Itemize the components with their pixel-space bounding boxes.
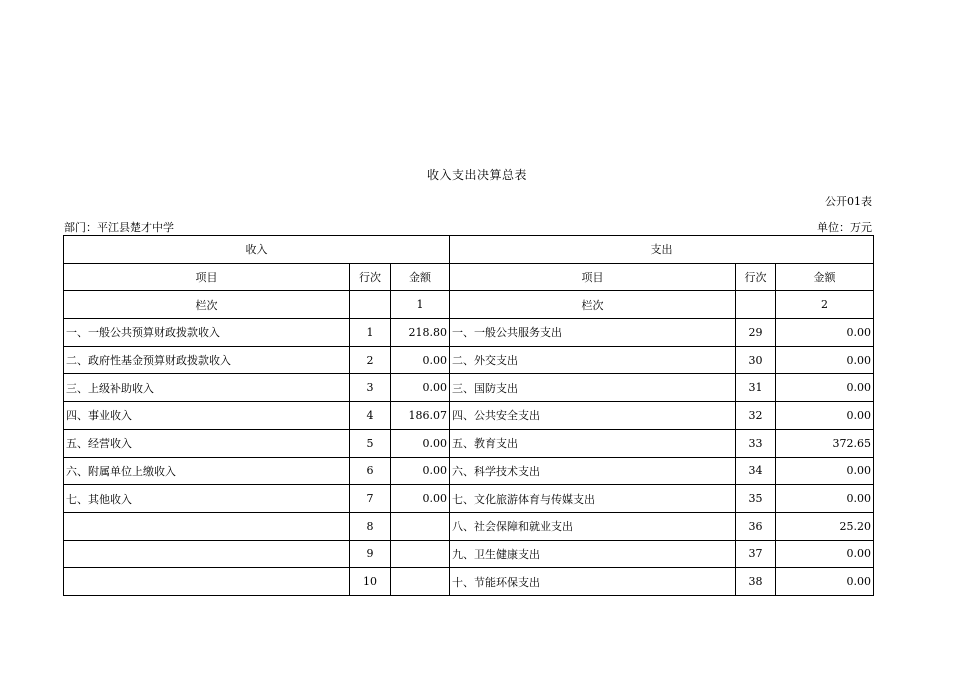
income-col-number: 1 — [391, 291, 450, 319]
expense-item-cell: 五、教育支出 — [450, 429, 736, 457]
expense-line-cell: 37 — [736, 540, 776, 568]
expense-item-cell: 四、公共安全支出 — [450, 402, 736, 430]
expense-item-cell: 八、社会保障和就业支出 — [450, 512, 736, 540]
income-line-cell: 1 — [350, 319, 391, 347]
income-line-cell: 3 — [350, 374, 391, 402]
table-row — [64, 319, 874, 347]
expense-item-cell: 二、外交支出 — [450, 346, 736, 374]
expense-item-cell: 六、科学技术支出 — [450, 457, 736, 485]
table-row — [64, 402, 874, 430]
income-line-cell: 10 — [350, 568, 391, 596]
expense-item-cell: 七、文化旅游体育与传媒支出 — [450, 485, 736, 513]
expense-line-cell: 33 — [736, 429, 776, 457]
expense-amount-cell: 0.00 — [776, 319, 874, 347]
table-row — [64, 457, 874, 485]
expense-col-blank — [736, 291, 776, 319]
section-header-row — [64, 236, 874, 264]
income-expense-table — [63, 235, 874, 596]
table-row — [64, 429, 874, 457]
income-item-cell: 六、附属单位上缴收入 — [64, 457, 350, 485]
table-row — [64, 540, 874, 568]
income-amount-cell — [391, 540, 450, 568]
column-number-row — [64, 291, 874, 319]
income-amount-cell — [391, 512, 450, 540]
table-row — [64, 512, 874, 540]
income-amount-cell: 0.00 — [391, 457, 450, 485]
table-row — [64, 485, 874, 513]
table-row — [64, 346, 874, 374]
expense-amount-cell: 0.00 — [776, 485, 874, 513]
expense-amount-cell: 0.00 — [776, 374, 874, 402]
expense-line-header: 行次 — [736, 263, 776, 291]
expense-amount-cell: 0.00 — [776, 540, 874, 568]
income-line-header: 行次 — [350, 263, 391, 291]
table-row — [64, 374, 874, 402]
income-amount-cell: 218.80 — [391, 319, 450, 347]
expense-item-cell: 一、一般公共服务支出 — [450, 319, 736, 347]
expense-col-label: 栏次 — [450, 291, 736, 319]
report-title: 收入支出决算总表 — [426, 168, 527, 182]
expense-amount-cell: 0.00 — [776, 457, 874, 485]
income-amount-cell: 0.00 — [391, 346, 450, 374]
expense-line-cell: 29 — [736, 319, 776, 347]
income-line-cell: 2 — [350, 346, 391, 374]
income-line-cell: 6 — [350, 457, 391, 485]
income-line-cell: 5 — [350, 429, 391, 457]
income-item-cell — [64, 568, 350, 596]
expense-item-cell: 九、卫生健康支出 — [450, 540, 736, 568]
expense-amount-cell: 25.20 — [776, 512, 874, 540]
expense-col-number: 2 — [776, 291, 874, 319]
income-line-cell: 7 — [350, 485, 391, 513]
income-col-label: 栏次 — [64, 291, 350, 319]
expense-amount-header: 金额 — [776, 263, 874, 291]
income-item-cell: 七、其他收入 — [64, 485, 350, 513]
expense-line-cell: 34 — [736, 457, 776, 485]
income-amount-header: 金额 — [391, 263, 450, 291]
expense-item-header: 项目 — [450, 263, 736, 291]
expense-line-cell: 35 — [736, 485, 776, 513]
income-item-cell — [64, 540, 350, 568]
income-item-cell: 一、一般公共预算财政拨款收入 — [64, 319, 350, 347]
expense-amount-cell: 372.65 — [776, 429, 874, 457]
income-line-cell: 8 — [350, 512, 391, 540]
income-amount-cell — [391, 568, 450, 596]
income-item-header: 项目 — [64, 263, 350, 291]
income-item-cell: 四、事业收入 — [64, 402, 350, 430]
expense-line-cell: 36 — [736, 512, 776, 540]
income-item-cell — [64, 512, 350, 540]
expense-amount-cell: 0.00 — [776, 402, 874, 430]
expense-line-cell: 32 — [736, 402, 776, 430]
income-item-cell: 三、上级补助收入 — [64, 374, 350, 402]
income-line-cell: 9 — [350, 540, 391, 568]
income-amount-cell: 0.00 — [391, 485, 450, 513]
income-amount-cell: 0.00 — [391, 374, 450, 402]
expense-amount-cell: 0.00 — [776, 568, 874, 596]
income-item-cell: 二、政府性基金预算财政拨款收入 — [64, 346, 350, 374]
income-amount-cell: 186.07 — [391, 402, 450, 430]
expense-line-cell: 38 — [736, 568, 776, 596]
income-line-cell: 4 — [350, 402, 391, 430]
income-col-blank — [350, 291, 391, 319]
income-item-cell: 五、经营收入 — [64, 429, 350, 457]
table-row — [64, 568, 874, 596]
department-label: 部门：平江县楚才中学 — [64, 221, 174, 234]
column-header-row — [64, 263, 874, 291]
expense-item-cell: 三、国防支出 — [450, 374, 736, 402]
expense-section-header: 支出 — [450, 236, 874, 264]
expense-line-cell: 30 — [736, 346, 776, 374]
expense-amount-cell: 0.00 — [776, 346, 874, 374]
income-amount-cell: 0.00 — [391, 429, 450, 457]
income-section-header: 收入 — [64, 236, 450, 264]
unit-label: 单位：万元 — [817, 221, 872, 234]
form-number: 公开01表 — [825, 195, 872, 208]
expense-line-cell: 31 — [736, 374, 776, 402]
expense-item-cell: 十、节能环保支出 — [450, 568, 736, 596]
